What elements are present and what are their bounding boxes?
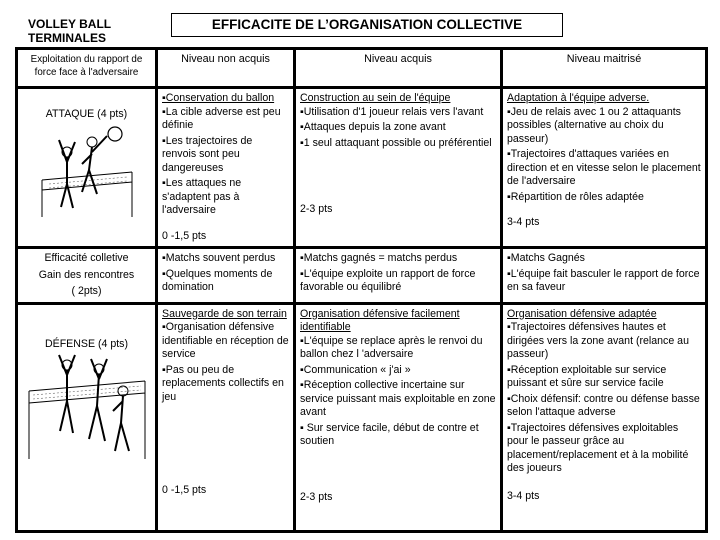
defense-maitrise-cell <box>502 303 707 531</box>
attaque-label: ATTAQUE (4 pts) <box>45 108 128 120</box>
criterion-item: ▪L'équipe exploite un rapport de force favorable ou équilibré <box>300 267 476 293</box>
criterion-item: ▪Matchs Gagnés <box>507 252 585 264</box>
points-value: 2-3 pts <box>300 203 333 215</box>
defense-players-illustration <box>27 351 147 461</box>
criterion-item: ▪Jeu de relais avec 1 ou 2 attaquants possibles (alternative au choix du passeur) <box>507 105 681 145</box>
attaque-maitrise-cell <box>502 88 707 248</box>
sheet-title-line2: TERMINALES <box>28 31 106 45</box>
defense-non-acquis-cell <box>157 303 295 531</box>
criterion-item: ▪Répartition de rôles adaptée <box>507 190 644 203</box>
sheet-title <box>28 17 111 45</box>
efficacite-row <box>17 248 707 304</box>
criterion-item: ▪L'équipe se replace après le renvoi du ballon chez l 'adversaire <box>300 334 483 360</box>
sheet-title-line1: VOLLEY BALL <box>28 17 112 31</box>
defense-row <box>17 303 707 531</box>
efficacite-label-line3: ( 2pts) <box>71 285 102 297</box>
efficacite-label-line1: Efficacité colletive <box>44 252 129 264</box>
criterion-item: ▪Utilisation d'1 joueur relais vers l'avant <box>300 105 484 118</box>
criterion-item: ▪La cible adverse est peu définie <box>162 105 281 131</box>
defense-acquis-cell <box>295 303 502 531</box>
attaque-non-acquis-title: ▪Conservation du ballon <box>162 92 275 104</box>
points-value: 3-4 pts <box>507 216 540 228</box>
defense-label: DÉFENSE (4 pts) <box>44 337 128 350</box>
criterion-item: ▪Choix défensif: contre ou défense basse selon l'attaque adverse <box>507 392 700 418</box>
criterion-item: ▪Matchs souvent perdus <box>162 252 276 264</box>
criterion-item: ▪Trajectoires défensives hautes et dirigées vers la zone avant (relance au passeur) <box>507 321 689 360</box>
attack-player-illustration <box>37 122 137 222</box>
header-criterion: Exploitation du rapport de force face à l'adversaire <box>17 49 157 88</box>
criterion-item: ▪Communication « j'ai » <box>300 363 411 376</box>
header-acquis: Niveau acquis <box>295 49 502 88</box>
criterion-item: ▪Réception collective incertaine sur service puissant mais exploitable en zone avant <box>300 379 496 418</box>
attaque-row <box>17 88 707 248</box>
attaque-label-cell <box>17 88 157 248</box>
criterion-item: ▪L'équipe fait basculer le rapport de force en sa faveur <box>507 267 700 293</box>
criterion-item: ▪Quelques moments de domination <box>162 267 273 293</box>
points-value: 0 -1,5 pts <box>162 229 207 242</box>
criterion-item: ▪Pas ou peu de replacements collectifs en jeu <box>162 363 284 403</box>
attaque-acquis-title: Construction au sein de l'équipe <box>300 92 451 104</box>
points-value: 2-3 pts <box>300 490 333 503</box>
defense-non-acquis-title: Sauvegarde de son terrain <box>162 307 287 320</box>
defense-label-cell <box>17 303 157 531</box>
header-row <box>17 49 707 88</box>
attaque-non-acquis-cell <box>157 88 295 248</box>
points-value: 0 -1,5 pts <box>162 484 207 496</box>
criterion-item: ▪Organisation défensive identifiable en réception de service <box>162 321 289 360</box>
header-non-acquis: Niveau non acquis <box>157 49 295 88</box>
attaque-maitrise-title: Adaptation à l'équipe adverse. <box>507 92 650 104</box>
efficacite-non-acquis-cell <box>157 248 295 304</box>
criterion-item: ▪Les trajectoires de renvois sont peu dangereuses <box>162 134 253 174</box>
criterion-item: ▪1 seul attaquant possible ou préférentiel <box>300 136 492 149</box>
criterion-item: ▪Matchs gagnés = matchs perdus <box>300 252 458 264</box>
criterion-item: ▪Trajectoires défensives exploitables pour le passeur grâce au placement/replacement et à la mobilité des joueurs <box>507 421 689 474</box>
defense-maitrise-title: Organisation défensive adaptée <box>507 307 657 320</box>
efficacite-acquis-cell <box>295 248 502 304</box>
efficacite-label-cell <box>17 248 157 304</box>
attaque-acquis-cell <box>295 88 502 248</box>
criterion-item: ▪Les attaques ne s'adaptent pas à l'adversaire <box>162 177 242 216</box>
main-title: EFFICACITE DE L’ORGANISATION COLLECTIVE <box>171 13 563 37</box>
criterion-item: ▪Réception exploitable sur service puissant et sûre sur service facile <box>507 363 667 389</box>
evaluation-grid <box>15 47 708 533</box>
criterion-item: ▪Attaques depuis la zone avant <box>300 121 446 133</box>
criterion-item: ▪ Sur service facile, début de contre et soutien <box>300 421 479 447</box>
efficacite-label-line2: Gain des rencontres <box>38 268 135 281</box>
efficacite-maitrise-cell <box>502 248 707 304</box>
points-value: 3-4 pts <box>507 489 540 502</box>
header-maitrise: Niveau maitrisé <box>502 49 707 88</box>
defense-acquis-title: Organisation défensive facilement identifiable <box>300 307 460 333</box>
criterion-item: ▪Trajectoires d'attaques variées en direction et en vitesse selon le placement de l'adversaire <box>507 148 701 187</box>
